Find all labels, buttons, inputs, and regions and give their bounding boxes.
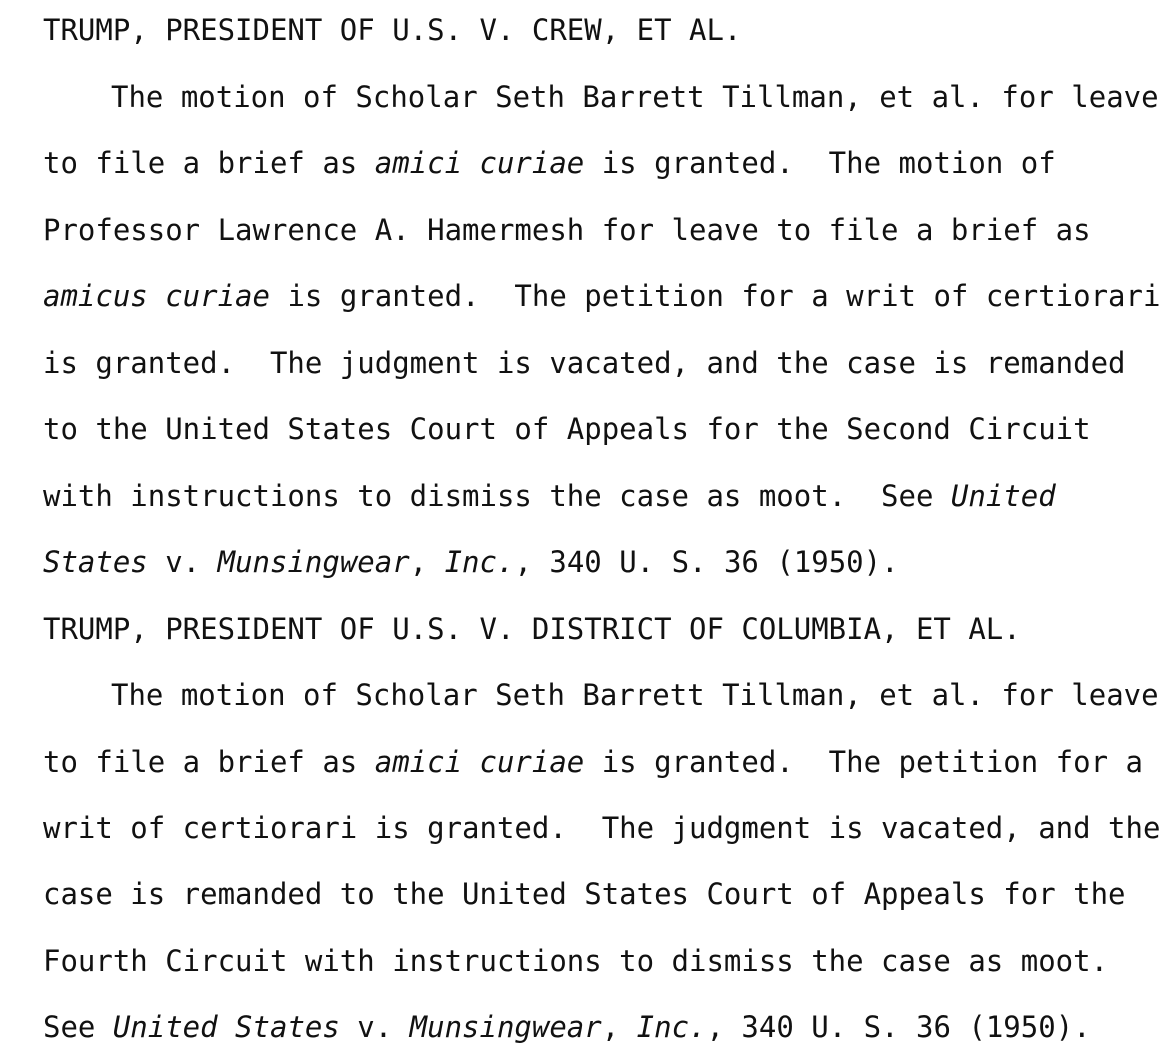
order-text: is granted. The motion of — [584, 146, 1056, 180]
case-citation-name: Munsingwear — [217, 545, 410, 579]
case-citation-name: States — [43, 545, 148, 579]
case-caption: TRUMP, PRESIDENT OF U.S. V. CREW, ET AL. — [43, 13, 742, 47]
order-text-line — [43, 542, 899, 582]
order-text: to the United States Court of Appeals for the Second Circuit — [43, 412, 1091, 446]
order-text: Fourth Circuit with instructions to dismiss the case as moot. — [43, 944, 1109, 978]
order-text-line — [43, 343, 1126, 383]
order-text-line — [43, 941, 1108, 981]
order-text: , — [409, 545, 445, 579]
italic-term: amici curiae — [374, 146, 585, 180]
order-text: The motion of Scholar Seth Barrett Tillman, et al. for leave — [111, 678, 1159, 712]
case-citation-name: Inc. — [636, 1010, 707, 1044]
order-text: v. — [147, 545, 218, 579]
order-text-line — [43, 476, 1056, 516]
order-text-line — [43, 808, 1160, 848]
case-citation-name: Inc. — [444, 545, 515, 579]
order-text: is granted. The judgment is vacated, and the case is remanded — [43, 346, 1126, 380]
order-text: Professor Lawrence A. Hamermesh for leave to file a brief as — [43, 213, 1091, 247]
order-text-line — [43, 276, 1160, 316]
order-text-line — [43, 210, 1091, 250]
order-text: v. — [339, 1010, 410, 1044]
order-text-line — [43, 1007, 1091, 1047]
italic-term: amici curiae — [374, 745, 585, 779]
order-text-line — [111, 675, 1159, 715]
order-text: case is remanded to the United States Court of Appeals for the — [43, 877, 1126, 911]
case-citation-name: United States — [112, 1010, 340, 1044]
order-text: to file a brief as — [43, 146, 375, 180]
order-text-line — [43, 409, 1091, 449]
case-citation-name: United — [950, 479, 1056, 513]
order-text-line — [43, 742, 1143, 782]
order-text: with instructions to dismiss the case as moot. See — [43, 479, 951, 513]
order-text: writ of certiorari is granted. The judgment is vacated, and the — [43, 811, 1161, 845]
citation-reporter: , 340 U. S. 36 (1950). — [514, 545, 899, 579]
order-text: is granted. The petition for a writ of certiorari — [269, 279, 1161, 313]
italic-term: amicus curiae — [43, 279, 270, 313]
case-caption: TRUMP, PRESIDENT OF U.S. V. DISTRICT OF COLUMBIA, ET AL. — [43, 612, 1021, 646]
order-text: See — [43, 1010, 113, 1044]
order-text-line — [43, 143, 1056, 183]
order-text: is granted. The petition for a — [584, 745, 1143, 779]
order-text: The motion of Scholar Seth Barrett Tillman, et al. for leave — [111, 80, 1159, 114]
citation-reporter: , 340 U. S. 36 (1950). — [706, 1010, 1091, 1044]
order-text: , — [601, 1010, 637, 1044]
order-text-line — [43, 874, 1126, 914]
order-text-line — [111, 77, 1159, 117]
case-citation-name: Munsingwear — [409, 1010, 602, 1044]
order-text: to file a brief as — [43, 745, 375, 779]
